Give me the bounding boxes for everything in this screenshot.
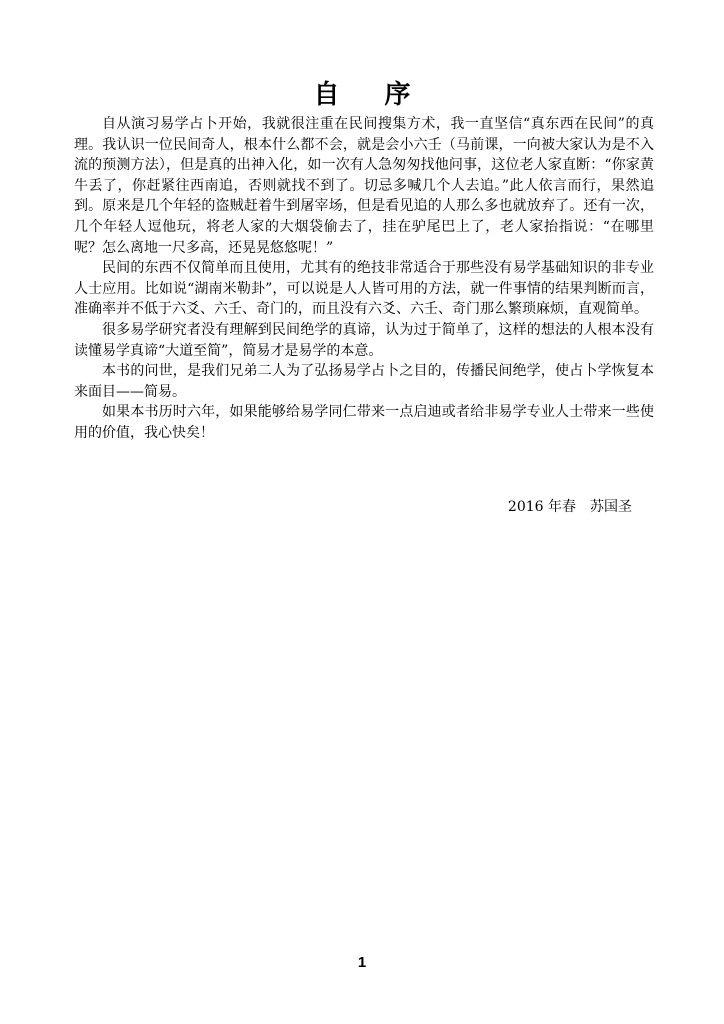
preface-body bbox=[74, 114, 654, 444]
paragraph-1: 自从演习易学占卜开始，我就很注重在民间搜集方术，我一直坚信“真东西在民间”的真理。我认识一位民间奇人，根本什么都不会，就是会小六壬（马前课，一向被大家认为是不入流的预测方法），但是真的出神入化，如一次有人急匆匆找他问事，这位老人家直断：“你家黄牛丢了，你赶紧往西南追，否则就找不到了。切忌多喊几个人去追。”此人依言而行，果然追到。原来是几个年轻的盗贼赶着牛到屠宰场，但是看见追的人那么多也就放弃了。还有一次，几个年轻人逗他玩，将老人家的大烟袋偷去了，挂在驴尾巴上了，老人家抬指说：“在哪里呢？怎么离地一尺多高，还晃晃悠悠呢！” bbox=[74, 116, 654, 256]
paragraph-5: 如果本书历时六年，如果能够给易学同仁带来一点启迪或者给非易学专业人士带来一些使用的价值，我心快矣！ bbox=[74, 404, 654, 441]
paragraph-2: 民间的东西不仅简单而且使用，尤其有的绝技非常适合于那些没有易学基础知识的非专业人士应用。比如说“湖南米勒卦”，可以说是人人皆可用的方法，就一件事情的结果判断而言，准确率并不低于六爻、六壬、奇门的，而且没有六爻、六壬、奇门那么繁琐麻烦，直观简单。 bbox=[74, 260, 654, 318]
page-number: 1 bbox=[357, 954, 367, 971]
page-title: 自 序 bbox=[313, 80, 429, 110]
signature bbox=[508, 497, 632, 517]
signature-author: 苏国圣 bbox=[590, 499, 632, 515]
paragraph-3: 很多易学研究者没有理解到民间绝学的真谛，认为过于简单了，这样的想法的人根本没有读懂易学真谛“大道至简”，简易才是易学的本意。 bbox=[74, 321, 654, 359]
paragraph-4: 本书的问世，是我们兄弟二人为了弘扬易学占卜之目的，传播民间绝学，使占卜学恢复本来面目——简易。 bbox=[74, 363, 654, 400]
signature-date: 2016 年春 bbox=[507, 499, 576, 515]
